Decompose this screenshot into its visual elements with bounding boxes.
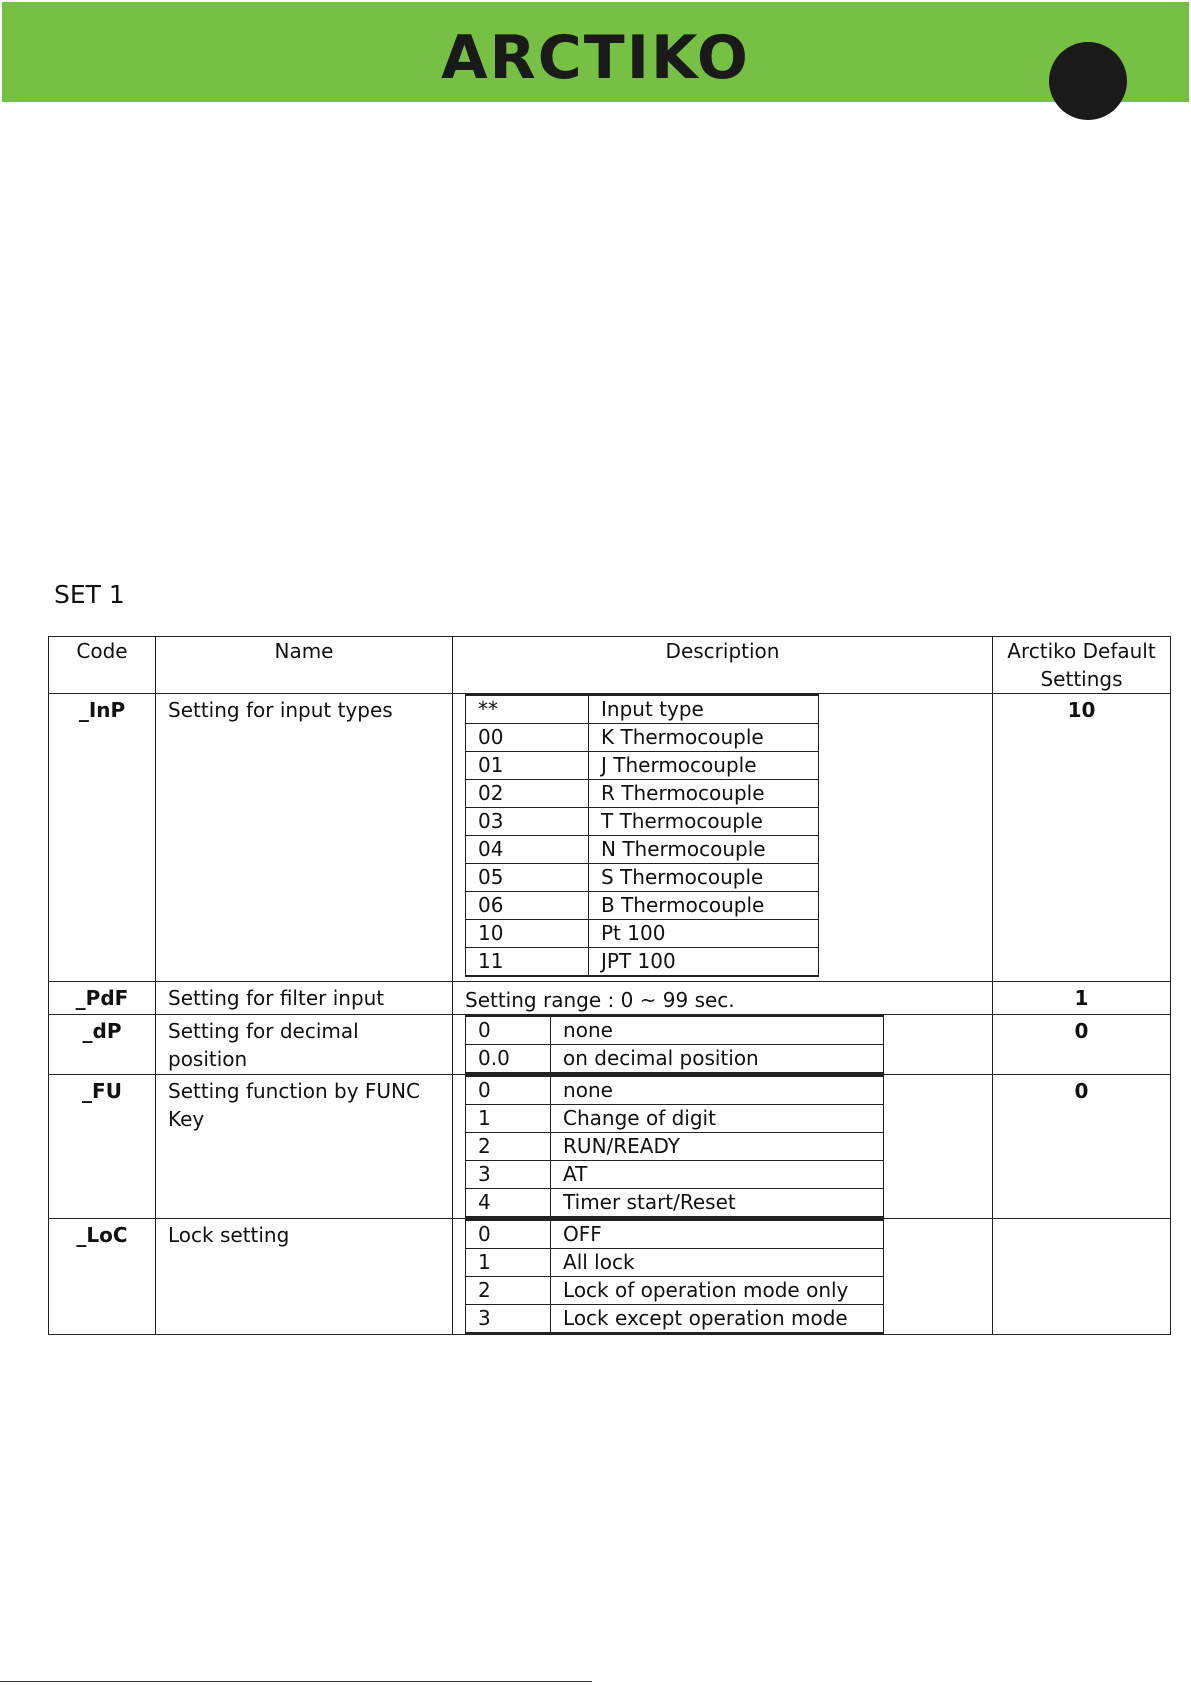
sub-key: ** bbox=[466, 695, 589, 724]
sub-value: Timer start/Reset bbox=[551, 1189, 884, 1218]
section-title: SET 1 bbox=[54, 580, 125, 609]
table-row bbox=[49, 982, 1171, 1015]
sub-row bbox=[466, 1161, 884, 1189]
row-description bbox=[453, 1219, 993, 1335]
sub-row bbox=[466, 724, 819, 752]
sub-key: 01 bbox=[466, 752, 589, 780]
row-name: Setting function by FUNC Key bbox=[156, 1075, 453, 1219]
row-default: 10 bbox=[993, 694, 1171, 982]
row-name: Setting for decimal position bbox=[156, 1015, 453, 1075]
sub-key: 0.0 bbox=[466, 1045, 551, 1074]
sub-value: R Thermocouple bbox=[589, 780, 819, 808]
sub-key: 0 bbox=[466, 1076, 551, 1105]
sub-row bbox=[466, 1105, 884, 1133]
row-default: 0 bbox=[993, 1075, 1171, 1219]
sub-row bbox=[466, 1305, 884, 1334]
sub-value: Change of digit bbox=[551, 1105, 884, 1133]
sub-row bbox=[466, 892, 819, 920]
sub-value: on decimal position bbox=[551, 1045, 884, 1074]
sub-value: S Thermocouple bbox=[589, 864, 819, 892]
sub-key: 11 bbox=[466, 948, 589, 977]
brand-logo: ARCTIKO bbox=[441, 23, 750, 93]
sub-row bbox=[466, 1045, 884, 1074]
sub-value: Input type bbox=[589, 695, 819, 724]
row-code: _dP bbox=[49, 1015, 156, 1075]
sub-row bbox=[466, 1249, 884, 1277]
sub-value: Pt 100 bbox=[589, 920, 819, 948]
sub-key: 3 bbox=[466, 1161, 551, 1189]
sub-value: K Thermocouple bbox=[589, 724, 819, 752]
sub-row bbox=[466, 752, 819, 780]
sub-value: N Thermocouple bbox=[589, 836, 819, 864]
sub-key: 4 bbox=[466, 1189, 551, 1218]
lock-options-table bbox=[465, 1219, 884, 1334]
sub-key: 0 bbox=[466, 1016, 551, 1045]
sub-row bbox=[466, 1220, 884, 1249]
row-code: _FU bbox=[49, 1075, 156, 1219]
sub-value: none bbox=[551, 1076, 884, 1105]
sub-value: J Thermocouple bbox=[589, 752, 819, 780]
page-marker-dot bbox=[1049, 42, 1127, 120]
sub-key: 05 bbox=[466, 864, 589, 892]
sub-key: 00 bbox=[466, 724, 589, 752]
row-name: Lock setting bbox=[156, 1219, 453, 1335]
sub-value: AT bbox=[551, 1161, 884, 1189]
sub-key: 2 bbox=[466, 1277, 551, 1305]
row-code: _PdF bbox=[49, 982, 156, 1015]
sub-key: 1 bbox=[466, 1105, 551, 1133]
sub-key: 3 bbox=[466, 1305, 551, 1334]
sub-key: 10 bbox=[466, 920, 589, 948]
sub-row bbox=[466, 1076, 884, 1105]
table-row bbox=[49, 1219, 1171, 1335]
row-default bbox=[993, 1219, 1171, 1335]
sub-value: B Thermocouple bbox=[589, 892, 819, 920]
sub-key: 1 bbox=[466, 1249, 551, 1277]
sub-row bbox=[466, 864, 819, 892]
table-row bbox=[49, 1075, 1171, 1219]
table-row bbox=[49, 1015, 1171, 1075]
sub-value: All lock bbox=[551, 1249, 884, 1277]
sub-value: OFF bbox=[551, 1220, 884, 1249]
table-header-row bbox=[49, 637, 1171, 694]
settings-table bbox=[48, 636, 1171, 1335]
sub-value: Lock of operation mode only bbox=[551, 1277, 884, 1305]
row-description bbox=[453, 694, 993, 982]
sub-row bbox=[466, 920, 819, 948]
sub-value: RUN/READY bbox=[551, 1133, 884, 1161]
row-name: Setting for filter input bbox=[156, 982, 453, 1015]
sub-key: 0 bbox=[466, 1220, 551, 1249]
row-name: Setting for input types bbox=[156, 694, 453, 982]
header-bar bbox=[2, 2, 1189, 102]
input-type-table bbox=[465, 694, 819, 977]
sub-row bbox=[466, 1016, 884, 1045]
table-row bbox=[49, 694, 1171, 982]
footer-divider bbox=[0, 1681, 592, 1682]
decimal-options-table bbox=[465, 1015, 884, 1074]
sub-value: Lock except operation mode bbox=[551, 1305, 884, 1334]
sub-row bbox=[466, 948, 819, 977]
sub-key: 06 bbox=[466, 892, 589, 920]
sub-row bbox=[466, 1277, 884, 1305]
row-description: Setting range : 0 ~ 99 sec. bbox=[453, 982, 993, 1015]
row-description bbox=[453, 1075, 993, 1219]
sub-row bbox=[466, 780, 819, 808]
sub-value: JPT 100 bbox=[589, 948, 819, 977]
row-code: _InP bbox=[49, 694, 156, 982]
sub-value: T Thermocouple bbox=[589, 808, 819, 836]
sub-key: 2 bbox=[466, 1133, 551, 1161]
sub-table-header bbox=[466, 695, 819, 724]
sub-key: 02 bbox=[466, 780, 589, 808]
column-header-description: Description bbox=[453, 637, 993, 694]
row-description bbox=[453, 1015, 993, 1075]
sub-row bbox=[466, 1133, 884, 1161]
row-code: _LoC bbox=[49, 1219, 156, 1335]
func-key-options-table bbox=[465, 1075, 884, 1218]
sub-row bbox=[466, 1189, 884, 1218]
column-header-name: Name bbox=[156, 637, 453, 694]
sub-row bbox=[466, 808, 819, 836]
sub-row bbox=[466, 836, 819, 864]
row-default: 1 bbox=[993, 982, 1171, 1015]
sub-key: 03 bbox=[466, 808, 589, 836]
column-header-default: Arctiko Default Settings bbox=[993, 637, 1171, 694]
column-header-code: Code bbox=[49, 637, 156, 694]
sub-key: 04 bbox=[466, 836, 589, 864]
sub-value: none bbox=[551, 1016, 884, 1045]
row-default: 0 bbox=[993, 1015, 1171, 1075]
